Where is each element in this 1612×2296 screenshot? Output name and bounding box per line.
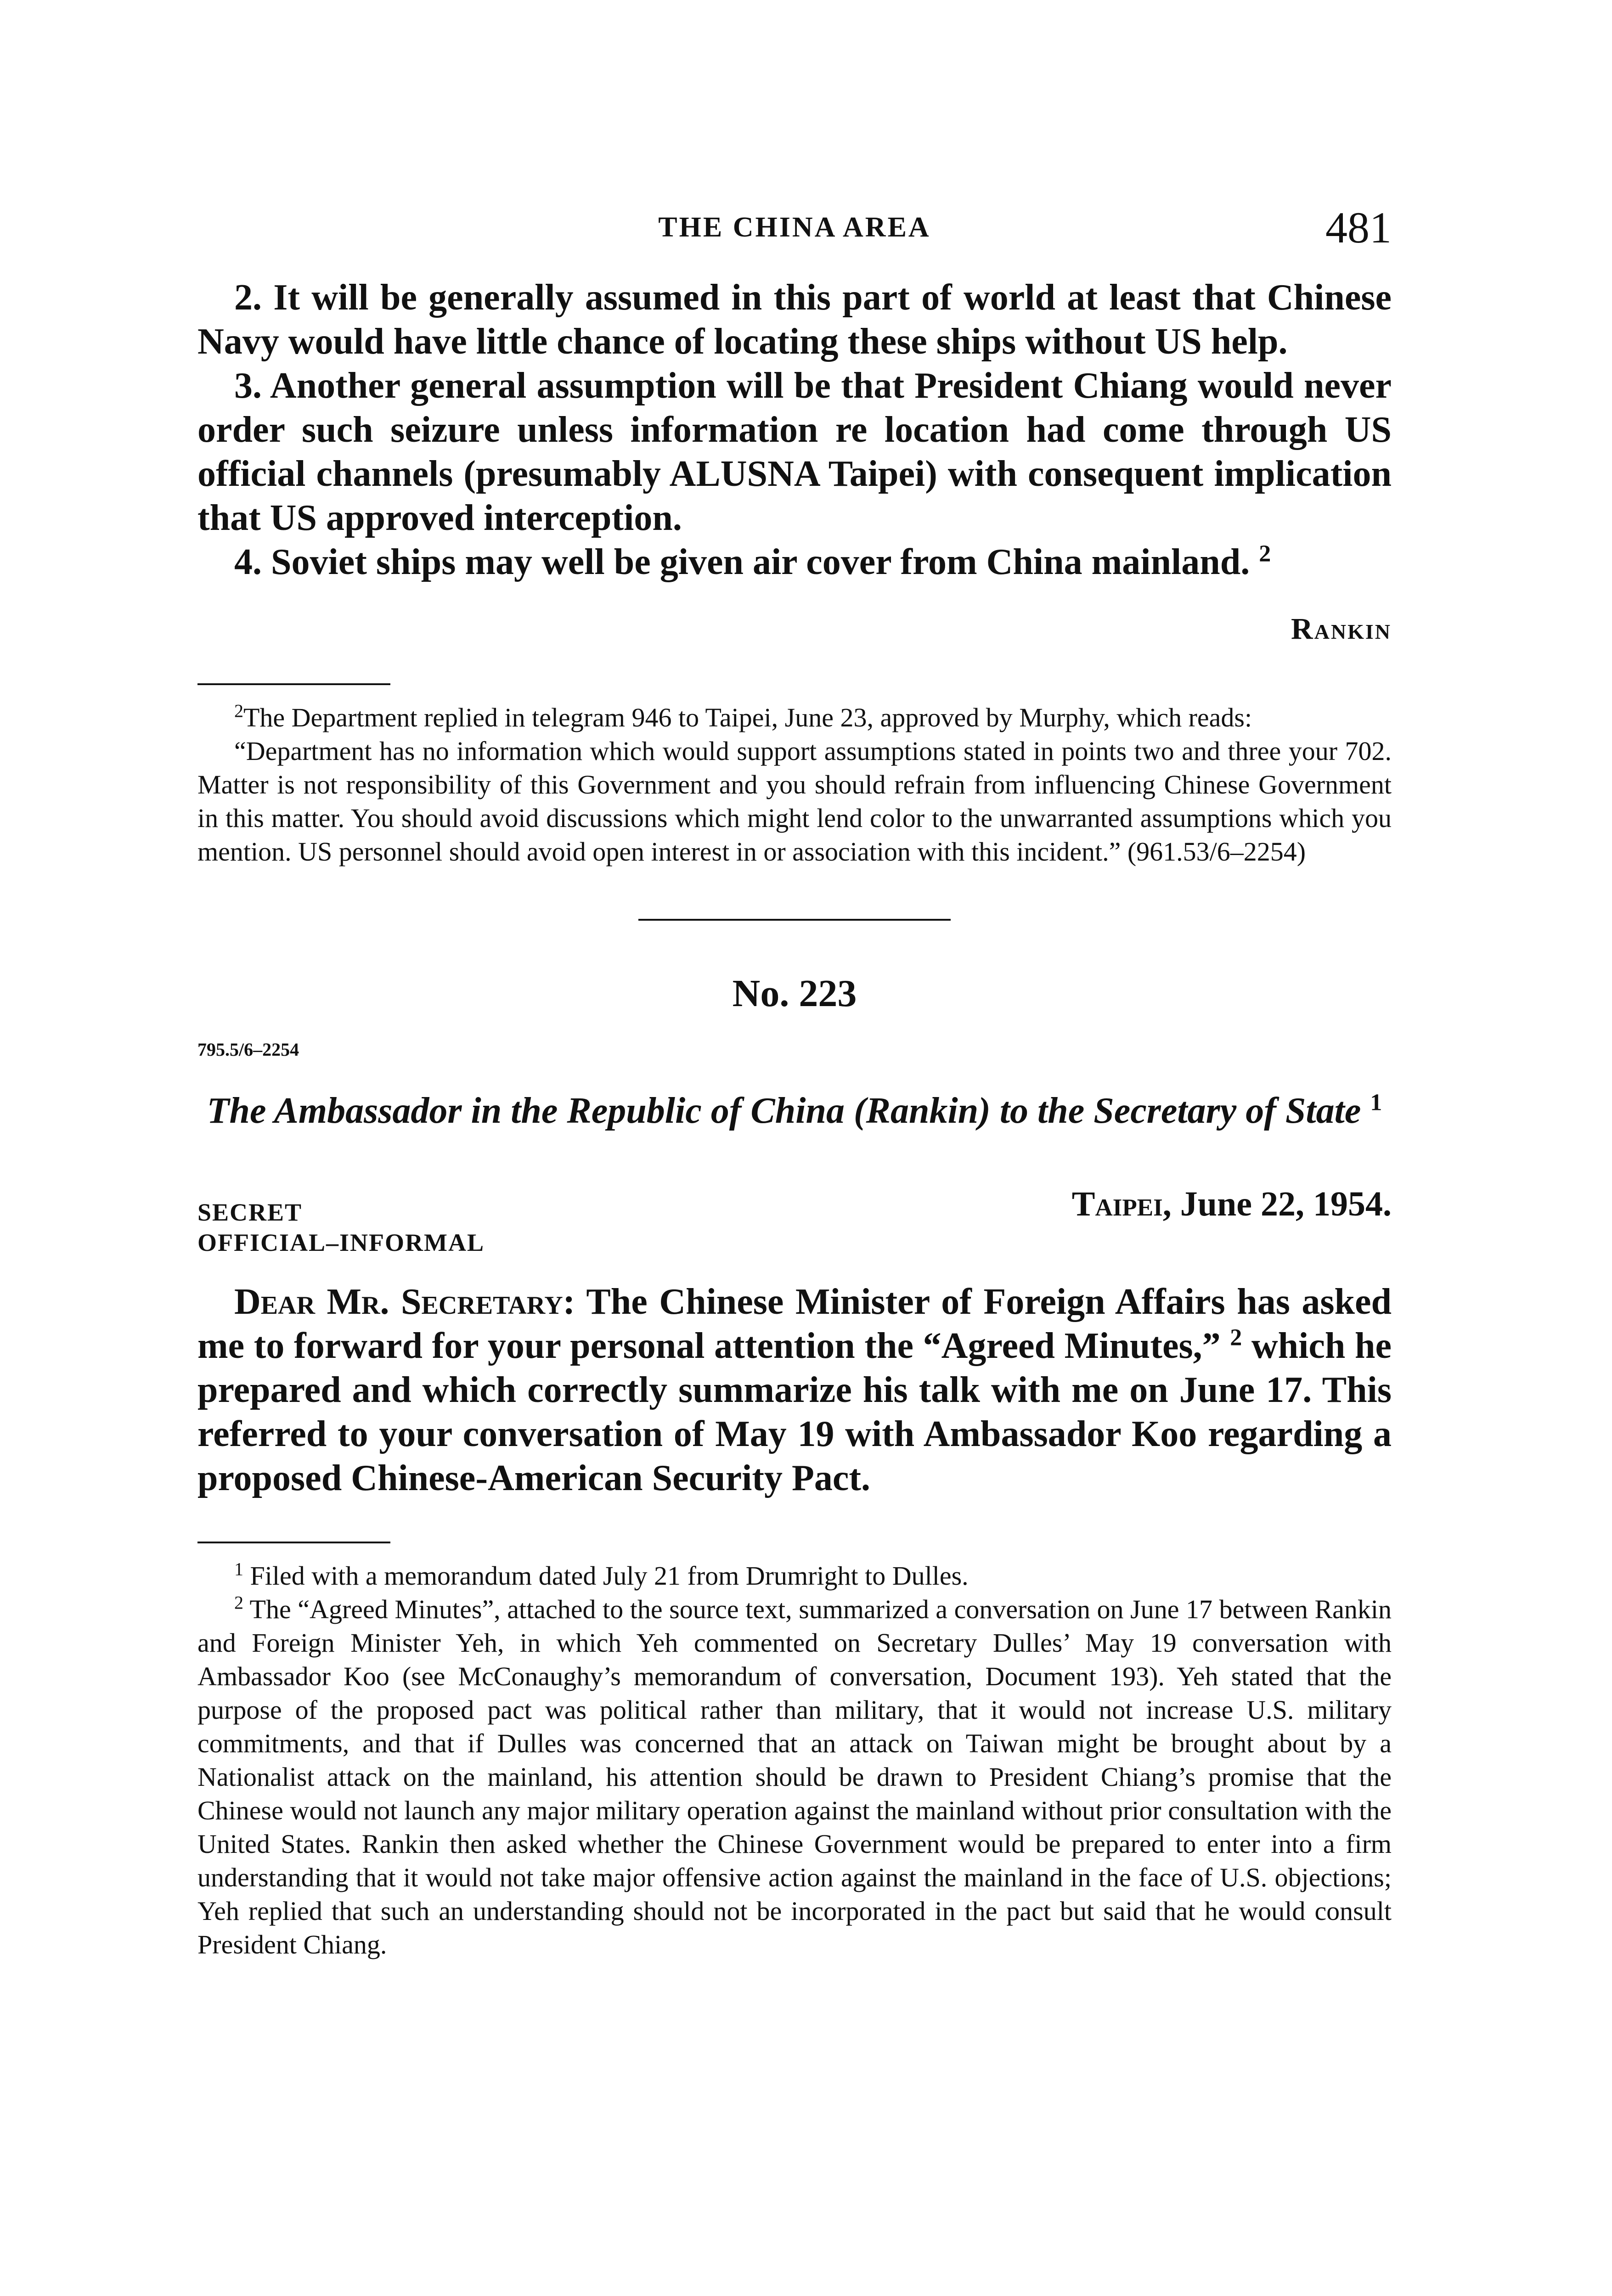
running-head-title: THE CHINA AREA <box>658 212 931 243</box>
footnote-marker: 1 <box>234 1559 243 1580</box>
footnotes-top <box>197 701 1392 868</box>
signature: Rankin <box>1291 612 1392 646</box>
date: June 22, 1954. <box>1171 1185 1392 1223</box>
letter-text-part: The Chinese Minister of Foreign Affairs has asked me to forward for your personal attention the “Agreed Minutes,” <box>197 1282 1392 1366</box>
place-date <box>1072 1184 1392 1224</box>
footnote-ref: 2 <box>1230 1324 1242 1351</box>
document-title-text: The Ambassador in the Republic of China (Rankin) to the Secretary of State <box>207 1091 1361 1131</box>
footnote <box>197 1593 1392 1961</box>
letter-text <box>197 1280 1392 1500</box>
salutation: Dear Mr. Secretary: <box>234 1282 575 1322</box>
page-body <box>197 197 1392 1961</box>
letter-text-part: which he prepared and which correctly summarize his talk with me on June 17. This referred to your conversation of May 19 with Ambassador Koo regarding a proposed Chinese-American Security Pact. <box>197 1326 1392 1498</box>
paragraph-2 <box>197 276 1392 364</box>
continued-letter-text <box>197 276 1392 584</box>
footnote <box>197 701 1392 734</box>
footnote-text: “Department has no information which would support assumptions stated in points two and three your 702. Matter is not responsibility of this Government and you should refrain from influencing Chinese Government in this matter. You should avoid discussions which might lend color to the unwarranted assumptions which you mention. US personnel should avoid open interest in or association with this incident.” (961.53/6–2254) <box>197 736 1392 867</box>
footnote-quote <box>197 734 1392 868</box>
paragraph-3 <box>197 364 1392 540</box>
footnote-marker: 2 <box>234 700 243 721</box>
footnote-text: The Department replied in telegram 946 to Taipei, June 23, approved by Murphy, which reads: <box>243 703 1252 732</box>
footnote <box>197 1559 1392 1593</box>
paragraph-text: It will be generally assumed in this part of world at least that Chinese Navy would have little chance of locating these ships without US help. <box>197 277 1392 362</box>
paragraph-number: 4. <box>234 542 262 582</box>
paragraph-number: 2. <box>234 277 262 318</box>
dateline-row <box>197 1184 1392 1228</box>
footnote-text: The “Agreed Minutes”, attached to the source text, summarized a conversation on June 17 between Rankin and Foreign Minister Yeh, in which Yeh commented on Secretary Dulles’ May 19 conversation with Ambassador Koo (see McConaughy’s memorandum of conversation, Document 193). Yeh stated that the purpose of the proposed pact was political rather than military, that it would not increase U.S. military commitments, and that if Dulles was concerned that an attack on Taiwan might be brought about by a Nationalist attack on the mainland, his attention should be drawn to President Chiang’s promise that the Chinese would not launch any major military operation against the mainland without prior consultation with the United States. Rankin then asked whether the Chinese Government would be prepared to enter into a firm understanding that it would not take major offensive action against the mainland in the face of U.S. objections; Yeh replied that such an understanding should not be incorporated in the pact but said that he would consult President Chiang. <box>197 1594 1392 1959</box>
place: Taipei, <box>1071 1185 1172 1223</box>
footnotes-bottom <box>197 1559 1392 1961</box>
footnote-ref: 1 <box>1370 1089 1382 1116</box>
page-number: 481 <box>1325 203 1392 252</box>
letter-paragraph <box>197 1280 1392 1500</box>
paragraph-4 <box>197 540 1392 584</box>
classification: SECRET <box>197 1199 303 1226</box>
handling-caveat: OFFICIAL–INFORMAL <box>197 1229 485 1256</box>
paragraph-text: Another general assumption will be that President Chiang would never order such seizure unless information re location had come through US official channels (presumably ALUSNA Taipei) with consequent implication that US approved interception. <box>197 366 1392 538</box>
paragraph-number: 3. <box>234 366 262 406</box>
file-reference: 795.5/6–2254 <box>197 1039 299 1060</box>
paragraph-text: Soviet ships may well be given air cover from China mainland. <box>262 542 1250 582</box>
document-number: No. 223 <box>732 972 857 1015</box>
footnote-text: Filed with a memorandum dated July 21 from Drumright to Dulles. <box>250 1561 969 1591</box>
document-title <box>197 1088 1392 1134</box>
footnote-ref: 2 <box>1259 540 1271 567</box>
footnote-marker: 2 <box>234 1592 243 1613</box>
